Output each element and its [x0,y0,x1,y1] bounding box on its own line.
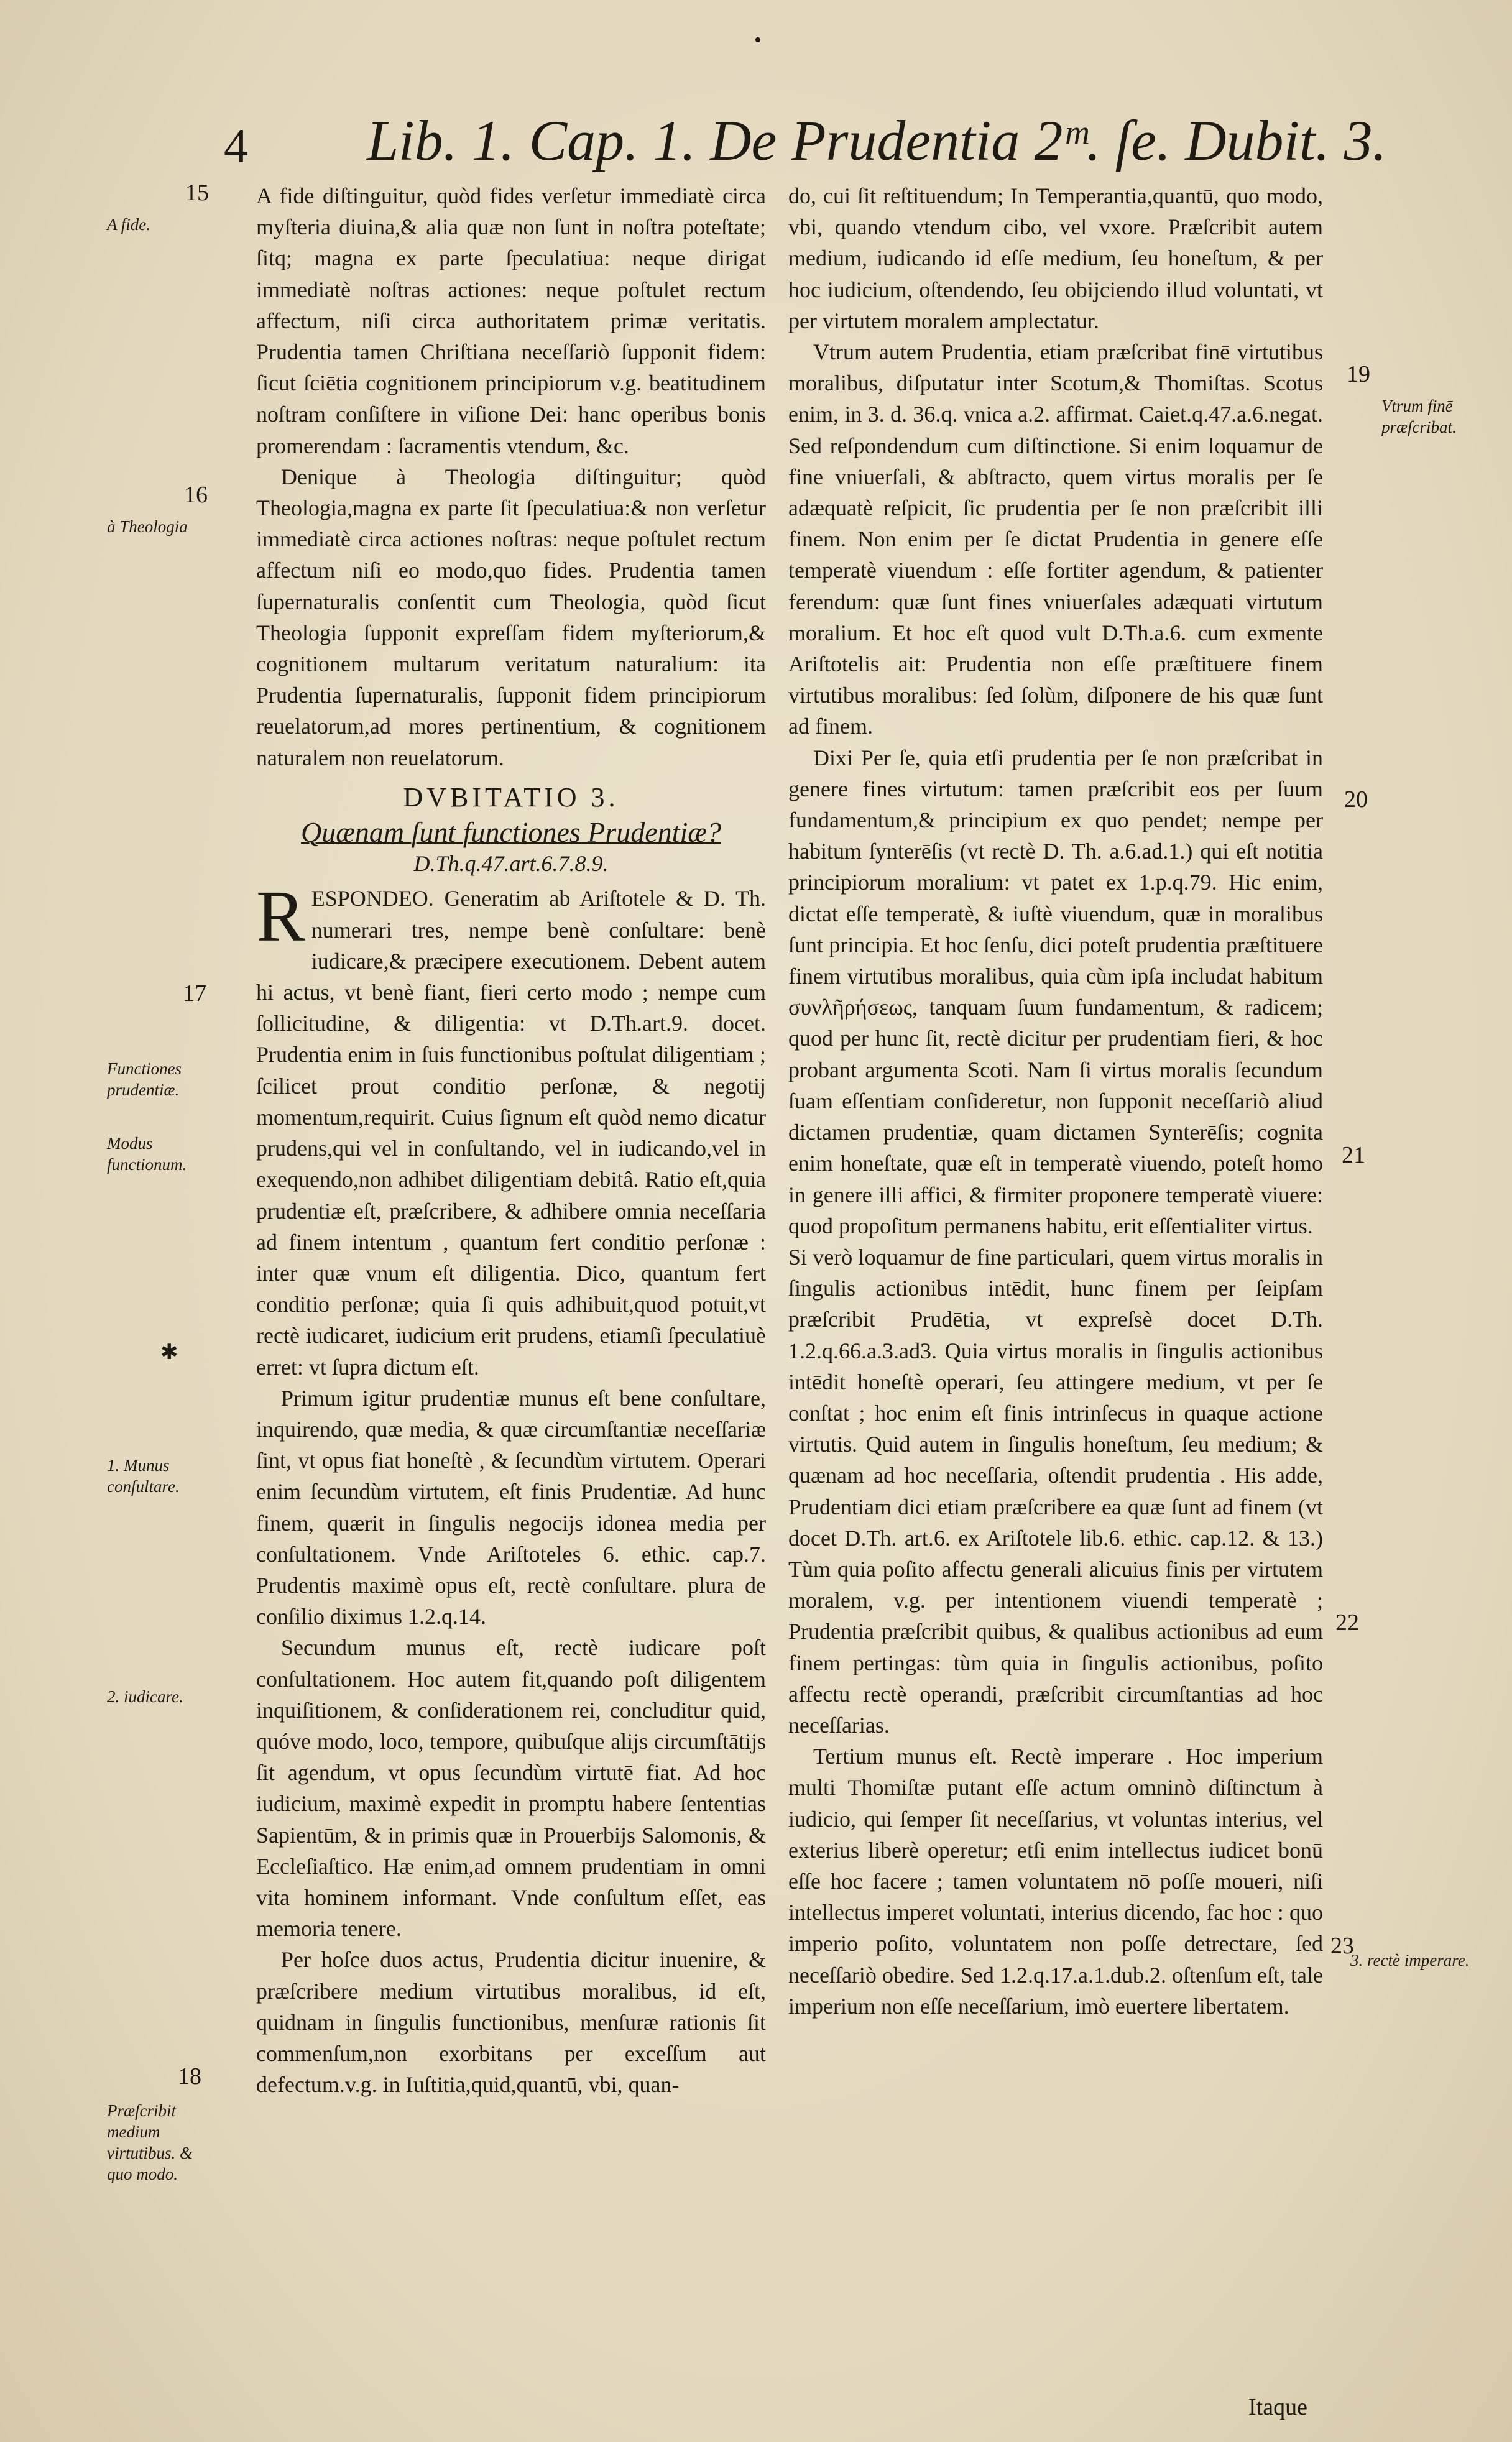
margin-number-17: 17 [183,980,206,1007]
asterisk-mark: ✱ [160,1341,178,1364]
margin-number-21: 21 [1342,1142,1365,1168]
catchword: Itaque [1248,2394,1307,2420]
margin-number-23: 23 [1330,1933,1354,1959]
paragraph-15: A fide diſtinguitur, quòd fides verſetur immediatè circa myſteria diuina,& alia quæ non ſunt in noſtra poteſtate; ſitq; magna ex parte ſpeculatiua: neque dirigat immediatè noſtras actiones: neque poſtulet rectum affectum, niſi circa authoritatem primæ veritatis. Prudentia tamen Chriſtiana neceſſariò ſupponit fidem: ſicut ſciētia cognitionem principiorum v.g. beatitudinem noſtram conſiſtere in viſione Dei: hanc operibus bonis promerendam : ſacramentis vtendum, &c. [256,183,766,458]
left-column [256,180,766,2100]
margin-note-vtrum: Vtrum finē præſcribat. [1381,397,1457,436]
top-dot: • [754,29,762,52]
dubitatio-heading: DVBITATIO 3. [403,781,619,813]
margin-note-modus: Modus functionum. [107,1134,187,1174]
paragraph-munus-2: Secundum munus eſt, rectè iudicare poſt conſultationem. Hoc autem fit,quando poſt diligentem inquiſitionem, & conſiderationem rei, concluditur quid, quóve modo, loco, tempore, quibuſque alijs circumſtātijs ſit agendum, vt opus ſecundùm virtutē fiat. Ad hoc iudicium, maximè expedit in promptu habere ſententias Sapientūm, & in primis quæ in Prouerbijs Salomonis, & Eccleſiaſtico. Hæ enim,ad omnem prudentiam in omni vita hominem informant. Vnde conſultum eſſet, eas memoria tenere. [256,1635,766,1942]
margin-note-theologia: à Theologia [107,517,188,536]
margin-note-a-fide: A fide. [107,215,150,234]
paragraph-19: Vtrum autem Prudentia, etiam præſcribat finē virtutibus moralibus, diſputatur inter Scotum,& Thomiſtas. Scotus enim, in 3. d. 36.q. vnica a.2. affirmat. Caiet.q.47.a.6.negat. Sed reſpondendum cum diſtinctione. Si enim loquamur de fine vniuerſali, & abſtracto, quem virtus moralis per ſe adæquatè reſpicit, ſic prudentia per ſe non præſcribit illi finem. Non enim per ſe dictat Prudentia in genere eſſe temperatè viuendum : eſſe fortiter agendum, & patienter ferendum: quæ ſunt fines vniuerſales adæquati virtutum moralium. Et hoc eſt quod vult D.Th.a.6. cum exmente Ariſtotelis ait: Prudentia non eſſe præſtituere finem virtutibus moralibus: ſed ſolùm, diſponere de his quæ ſunt ad finem. [788,339,1323,739]
margin-number-19: 19 [1347,361,1370,387]
margin-note-munus-2: 2. iudicare. [107,1687,183,1706]
paragraph-16: Denique à Theologia diſtinguitur; quòd Theologia,magna ex parte ſit ſpeculatiua:& non verſetur immediatè circa actiones noſtras: neque poſtulet rectum affectum niſi eo modo,quo fides. Prudentia tamen ſupernaturalis conſentit cum Theologia, quòd ſicut Theologia ſupponit expreſſam fidem myſteriorum,& cognitionem multarum veritatum naturalium: ita Prudentia ſupernaturalis, ſupponit fidem principiorum reuelatorum,ad mores pertinentium, & cognitionem naturalem non reuelatorum. [256,464,766,770]
margin-number-18: 18 [178,2063,201,2090]
margin-number-22: 22 [1335,1610,1359,1636]
paragraph-20: Dixi Per ſe, quia etſi prudentia per ſe non præſcribat in genere fines virtutum: tamen præſcribit eos per ſuum fundamentum,& principium ex quo pendet; nempe per habitum ſynterēſis (vt rectè D. Th. a.6.ad.1.) qui eſt notitia principiorum moralium: vt patet ex 1.p.q.79. Hic enim, dictat eſſe temperatè, & iuſtè viuendum, quæ in moralibus ſunt principia. Et hoc ſenſu, dici poteſt prudentia præſtituere finem virtutibus moralibus, quia cùm ipſa includat habitum συνλῆρήσεως, tanquam ſuum fundamentum, & radicem; quod per hunc ſit, rectè dicitur per prudentiam fieri, & hoc probant argumenta Scoti. Nam ſi virtus moralis ſecundum ſuam eſſentiam conſideretur, non ſupponit neceſſariò aliud dictamen prudentiæ, quam dictamen Synterēſis; cognita enim honeſtate, quæ eſt in temperatè viuendo, poteſt homo in genere illi affici, & firmiter proponere temperatè viuere: quod propoſitum permanens habitu, erit eſſentialiter virtus. [788,745,1323,1238]
question-heading: Quænam ſunt functiones Prudentiæ? [301,816,721,849]
paragraph-continued: do, cui ſit reſtituendum; In Temperantia,quantū, quo modo, vbi, quando vtendum cibo, vel vxore. Præſcribit autem medium, iudicando id eſſe medium, ſeu honeſtum, & per hoc iudicium, oſtendendo, ſeu obijciendo illud voluntati, vt per virtutem moralem amplectatur. [788,183,1323,333]
margin-note-praescribit: Præſcribit medium virtutibus. & quo modo. [107,2101,193,2183]
right-column [788,180,1323,2022]
running-title: Lib. 1. Cap. 1. De Prudentia 2ᵐ. ſe. Dubit. 3. [367,109,1387,172]
paragraph-18: Per hoſce duos actus, Prudentia dicitur inuenire, & præſcribere medium virtutibus moralibus, id eſt, quidnam in ſingulis functionibus, menſuræ rationis ſit commenſum,non exorbitans per exceſſum aut defectum.v.g. in Iuſtitia,quid,quantū, vbi, quan- [256,1947,766,2098]
drop-cap: R [256,875,305,957]
page-number: 4 [224,119,248,173]
margin-note-recte-imperare: 3. rectè imperare. [1350,1951,1470,1970]
question-reference: D.Th.q.47.art.6.7.8.9. [413,851,609,877]
paragraph-23: Tertium munus eſt. Rectè imperare . Hoc imperium multi Thomiſtæ putant eſſe actum omninò diſtinctum à iudicio, qui ſemper ſit neceſſarius, vt voluntas interius, vel exterius liberè operetur; etſi enim intellectus iudicet bonū eſſe hoc facere ; tamen voluntatem nō poſſe moueri, niſi intellectus imperet voluntati, interius dicendo, fac hoc : quo imperio poſito, voluntatem non poſſe detrectare, ſed neceſſariò obedire. Sed 1.2.q.17.a.1.dub.2. oſtenſum eſt, tale imperium non eſſe neceſſarium, imò euertere libertatem. [788,1744,1323,2019]
paragraph-17 [256,875,766,1382]
paragraph-17-text: ESPONDEO. Generatim ab Ariſtotele & D. Th. numerari tres, nempe benè conſultare: benè iudicare,& præcipere executionem. Debent autem hi actus, vt benè fiant, fieri certo modo ; nempe cum ſollicitudine, & diligentia: vt D.Th.art.9. docet. Prudentia enim in ſuis functionibus poſtulat diligentiam ; ſcilicet prout conditio perſonæ, & negotij momentum,requirit. Cuius ſignum eſt quòd nemo dicatur prudens,qui vel in conſultando, vel in iudicando,vel in exequendo,non adhibet diligentiam debitâ. Ratio eſt,quia prudentiæ eſt, præſcribere, & adhibere omnia neceſſaria ad finem intentum , quantum fert conditio perſonæ : inter quæ vnum eſt diligentia. Dico, quantum fert conditio perſonæ; quia ſi quis adhibuit,quod potuit,vt rectè iudicaret, iudicium erit prudens, etiamſi ſpeculatiuè erret: vt ſupra dictum eſt. [256,886,766,1380]
margin-number-20: 20 [1344,786,1368,813]
margin-number-15: 15 [185,180,209,206]
paragraph-21: Si verò loquamur de fine particulari, quem virtus moralis in ſingulis actionibus intēdit, hunc finem per ſeipſam præſcribit Prudētia, vt expreſsè docet D.Th. 1.2.q.66.a.3.ad3. Quia virtus moralis in ſingulis actionibus intēdit honeſtè operari, ſeu attingere medium, vt per ſe conſtat ; hoc enim eſt finis intrinſecus in quaque actione virtutis. Quid autem in ſingulis honeſtum, ſeu medium; & quænam ad hoc neceſſaria, oſtendit prudentia . His adde, Prudentiam dici etiam præſcribere ea quæ ſunt ad finem (vt docet D.Th. art.6. ex Ariſtotele lib.6. ethic. cap.12. & 13.) Tùm quia poſito affectu generali alicuius finis per virtutem moralem, v.g. per intentionem viuendi temperatè ; Prudentia præſcribit quibus, & qualibus actionibus ad eum finem pertingas: tùm quia in ſingulis actionibus, poſito affectu rectè operandi, præſcribit circumſtantias ad hoc neceſſarias. [788,1244,1323,1738]
margin-number-16: 16 [184,482,208,508]
margin-note-munus-1: 1. Munus conſultare. [107,1456,180,1496]
margin-note-functiones: Functiones prudentiæ. [107,1059,182,1099]
paragraph-munus-1: Primum igitur prudentiæ munus eſt bene conſultare, inquirendo, quæ media, & quæ circumſtantiæ neceſſariæ ſint, vt opus fiat honeſtè , & ſecundùm virtutem. Operari enim ſecundùm virtutem, eſt finis Prudentiæ. Ad hunc finem, quærit in ſingulis negocijs idonea media per conſultationem. Vnde Ariſtoteles 6. ethic. cap.7. Prudentis maximè opus eſt, rectè conſultare. plura de conſilio diximus 1.2.q.14. [256,1385,766,1629]
